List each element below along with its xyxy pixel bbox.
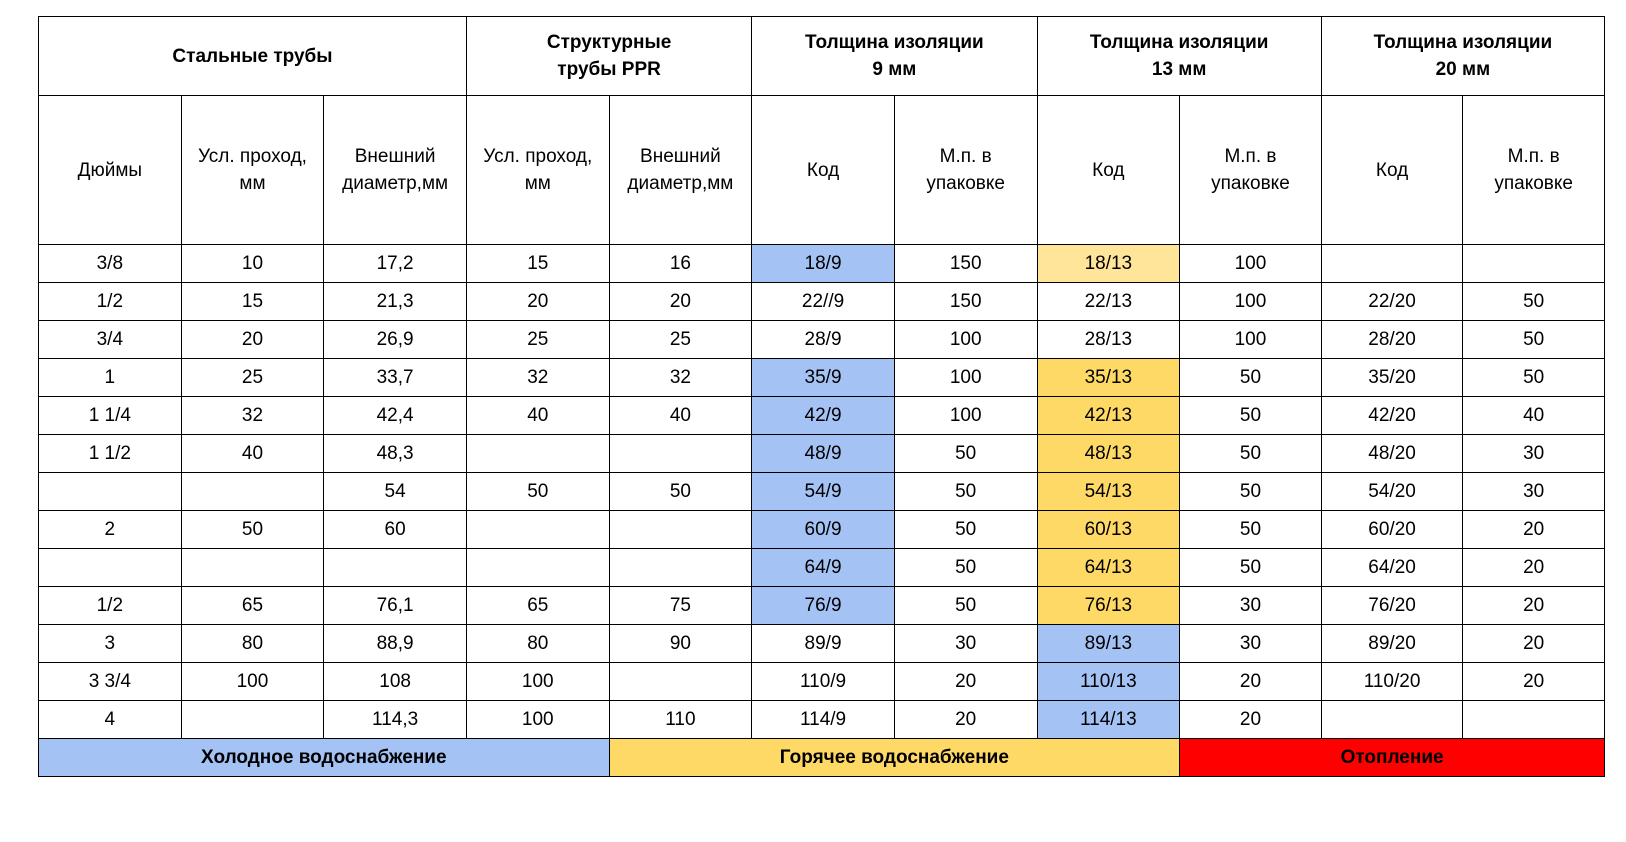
cell-meters-13mm: 50	[1180, 511, 1322, 549]
cell-inches: 2	[39, 511, 182, 549]
table-row	[39, 663, 1605, 701]
legend-row	[39, 739, 1605, 777]
cell-steel-bore: 100	[181, 663, 324, 701]
cell-meters-13mm: 30	[1180, 587, 1322, 625]
table-row	[39, 511, 1605, 549]
cell-ppr-bore	[466, 435, 609, 473]
column-header-steel-nominal-bore: Усл. проход, мм	[181, 96, 324, 245]
cell-steel-diameter: 42,4	[324, 397, 467, 435]
pipe-insulation-table-wrapper	[38, 16, 1605, 777]
cell-meters-9mm: 20	[894, 701, 1037, 739]
cell-ppr-bore	[466, 511, 609, 549]
cell-inches: 3/8	[39, 245, 182, 283]
cell-ppr-bore: 100	[466, 701, 609, 739]
legend-cold-water: Холодное водоснабжение	[39, 739, 610, 777]
group-header-row	[39, 17, 1605, 96]
cell-steel-bore: 50	[181, 511, 324, 549]
cell-code-20mm: 76/20	[1321, 587, 1463, 625]
cell-inches	[39, 473, 182, 511]
cell-code-20mm: 48/20	[1321, 435, 1463, 473]
cell-code-13mm: 18/13	[1037, 245, 1180, 283]
cell-code-13mm: 89/13	[1037, 625, 1180, 663]
cell-ppr-bore: 65	[466, 587, 609, 625]
group-header-insulation-20mm: Толщина изоляции 20 мм	[1321, 17, 1604, 96]
cell-code-9mm: 42/9	[752, 397, 895, 435]
cell-ppr-diameter: 50	[609, 473, 752, 511]
cell-meters-20mm: 40	[1463, 397, 1605, 435]
cell-steel-diameter: 76,1	[324, 587, 467, 625]
cell-meters-13mm: 50	[1180, 435, 1322, 473]
table-row	[39, 549, 1605, 587]
cell-steel-bore: 65	[181, 587, 324, 625]
column-header-ppr-outer-diameter: Внешний диаметр,мм	[609, 96, 752, 245]
cell-meters-20mm: 20	[1463, 587, 1605, 625]
cell-steel-diameter: 33,7	[324, 359, 467, 397]
cell-code-20mm: 42/20	[1321, 397, 1463, 435]
legend-heating: Отопление	[1180, 739, 1605, 777]
cell-code-9mm: 18/9	[752, 245, 895, 283]
cell-steel-diameter: 108	[324, 663, 467, 701]
column-header-code-9mm: Код	[752, 96, 895, 245]
cell-code-9mm: 89/9	[752, 625, 895, 663]
cell-inches: 3 3/4	[39, 663, 182, 701]
cell-ppr-bore	[466, 549, 609, 587]
cell-meters-9mm: 30	[894, 625, 1037, 663]
table-row	[39, 321, 1605, 359]
cell-code-20mm	[1321, 701, 1463, 739]
cell-meters-9mm: 100	[894, 321, 1037, 359]
cell-code-20mm: 54/20	[1321, 473, 1463, 511]
cell-steel-bore: 32	[181, 397, 324, 435]
cell-code-13mm: 114/13	[1037, 701, 1180, 739]
cell-code-9mm: 76/9	[752, 587, 895, 625]
cell-meters-13mm: 30	[1180, 625, 1322, 663]
cell-code-13mm: 54/13	[1037, 473, 1180, 511]
cell-ppr-diameter: 110	[609, 701, 752, 739]
cell-steel-bore: 40	[181, 435, 324, 473]
table-row	[39, 473, 1605, 511]
cell-meters-9mm: 50	[894, 587, 1037, 625]
cell-meters-13mm: 20	[1180, 663, 1322, 701]
cell-code-20mm: 64/20	[1321, 549, 1463, 587]
cell-code-9mm: 114/9	[752, 701, 895, 739]
cell-code-9mm: 35/9	[752, 359, 895, 397]
column-header-code-13mm: Код	[1037, 96, 1180, 245]
cell-inches	[39, 549, 182, 587]
column-header-steel-outer-diameter: Внешний диаметр,мм	[324, 96, 467, 245]
cell-steel-bore	[181, 473, 324, 511]
cell-ppr-diameter: 75	[609, 587, 752, 625]
cell-ppr-bore: 80	[466, 625, 609, 663]
cell-code-9mm: 48/9	[752, 435, 895, 473]
cell-steel-diameter	[324, 549, 467, 587]
cell-meters-9mm: 150	[894, 245, 1037, 283]
table-row	[39, 283, 1605, 321]
cell-meters-20mm: 50	[1463, 321, 1605, 359]
cell-code-9mm: 110/9	[752, 663, 895, 701]
cell-meters-20mm: 20	[1463, 549, 1605, 587]
cell-steel-bore: 80	[181, 625, 324, 663]
cell-code-20mm: 60/20	[1321, 511, 1463, 549]
cell-steel-bore	[181, 549, 324, 587]
cell-meters-20mm: 20	[1463, 625, 1605, 663]
cell-steel-bore: 10	[181, 245, 324, 283]
cell-ppr-bore: 32	[466, 359, 609, 397]
cell-meters-13mm: 50	[1180, 359, 1322, 397]
cell-meters-20mm: 20	[1463, 511, 1605, 549]
cell-inches: 1	[39, 359, 182, 397]
cell-meters-9mm: 150	[894, 283, 1037, 321]
cell-ppr-bore: 25	[466, 321, 609, 359]
cell-inches: 1/2	[39, 283, 182, 321]
cell-steel-diameter: 21,3	[324, 283, 467, 321]
cell-ppr-bore: 20	[466, 283, 609, 321]
cell-meters-20mm: 30	[1463, 435, 1605, 473]
cell-ppr-bore: 15	[466, 245, 609, 283]
group-header-insulation-13mm: Толщина изоляции 13 мм	[1037, 17, 1321, 96]
cell-code-13mm: 28/13	[1037, 321, 1180, 359]
table-row	[39, 245, 1605, 283]
cell-ppr-diameter	[609, 511, 752, 549]
cell-inches: 4	[39, 701, 182, 739]
cell-meters-20mm	[1463, 245, 1605, 283]
cell-ppr-diameter: 20	[609, 283, 752, 321]
cell-meters-13mm: 50	[1180, 549, 1322, 587]
cell-code-20mm: 89/20	[1321, 625, 1463, 663]
cell-code-9mm: 22//9	[752, 283, 895, 321]
cell-steel-diameter: 54	[324, 473, 467, 511]
cell-meters-13mm: 50	[1180, 473, 1322, 511]
legend-hot-water: Горячее водоснабжение	[609, 739, 1180, 777]
cell-code-9mm: 64/9	[752, 549, 895, 587]
cell-inches: 3/4	[39, 321, 182, 359]
cell-meters-13mm: 50	[1180, 397, 1322, 435]
cell-ppr-bore: 100	[466, 663, 609, 701]
cell-steel-diameter: 88,9	[324, 625, 467, 663]
cell-code-20mm: 110/20	[1321, 663, 1463, 701]
cell-code-20mm: 28/20	[1321, 321, 1463, 359]
cell-inches: 1 1/4	[39, 397, 182, 435]
cell-steel-diameter: 48,3	[324, 435, 467, 473]
cell-code-20mm	[1321, 245, 1463, 283]
cell-code-9mm: 60/9	[752, 511, 895, 549]
cell-code-13mm: 22/13	[1037, 283, 1180, 321]
cell-steel-diameter: 17,2	[324, 245, 467, 283]
column-header-meters-9mm: М.п. в упаковке	[894, 96, 1037, 245]
column-header-meters-20mm: М.п. в упаковке	[1463, 96, 1605, 245]
cell-meters-9mm: 20	[894, 663, 1037, 701]
cell-inches: 1 1/2	[39, 435, 182, 473]
cell-ppr-diameter: 16	[609, 245, 752, 283]
cell-steel-diameter: 60	[324, 511, 467, 549]
cell-meters-9mm: 50	[894, 549, 1037, 587]
cell-meters-20mm: 50	[1463, 359, 1605, 397]
cell-meters-20mm: 20	[1463, 663, 1605, 701]
cell-code-13mm: 60/13	[1037, 511, 1180, 549]
cell-ppr-diameter: 32	[609, 359, 752, 397]
cell-steel-bore: 15	[181, 283, 324, 321]
cell-code-9mm: 54/9	[752, 473, 895, 511]
cell-ppr-diameter: 40	[609, 397, 752, 435]
cell-meters-9mm: 100	[894, 359, 1037, 397]
cell-meters-9mm: 100	[894, 397, 1037, 435]
cell-code-20mm: 22/20	[1321, 283, 1463, 321]
cell-code-9mm: 28/9	[752, 321, 895, 359]
cell-meters-13mm: 100	[1180, 321, 1322, 359]
cell-code-13mm: 35/13	[1037, 359, 1180, 397]
column-header-code-20mm: Код	[1321, 96, 1463, 245]
column-header-row	[39, 96, 1605, 245]
cell-inches: 1/2	[39, 587, 182, 625]
column-header-inches: Дюймы	[39, 96, 182, 245]
cell-meters-20mm: 50	[1463, 283, 1605, 321]
cell-ppr-diameter: 25	[609, 321, 752, 359]
cell-ppr-bore: 40	[466, 397, 609, 435]
cell-steel-bore: 25	[181, 359, 324, 397]
cell-meters-9mm: 50	[894, 511, 1037, 549]
cell-code-20mm: 35/20	[1321, 359, 1463, 397]
cell-ppr-diameter	[609, 549, 752, 587]
cell-steel-bore: 20	[181, 321, 324, 359]
cell-meters-13mm: 20	[1180, 701, 1322, 739]
table-row	[39, 701, 1605, 739]
column-header-ppr-nominal-bore: Усл. проход, мм	[466, 96, 609, 245]
group-header-ppr-pipes: Структурные трубы PPR	[466, 17, 751, 96]
cell-code-13mm: 110/13	[1037, 663, 1180, 701]
table-row	[39, 587, 1605, 625]
table-row	[39, 359, 1605, 397]
cell-meters-13mm: 100	[1180, 245, 1322, 283]
cell-code-13mm: 48/13	[1037, 435, 1180, 473]
cell-meters-20mm	[1463, 701, 1605, 739]
cell-meters-9mm: 50	[894, 473, 1037, 511]
cell-meters-9mm: 50	[894, 435, 1037, 473]
cell-meters-13mm: 100	[1180, 283, 1322, 321]
group-header-insulation-9mm: Толщина изоляции 9 мм	[752, 17, 1037, 96]
cell-steel-bore	[181, 701, 324, 739]
cell-ppr-diameter	[609, 663, 752, 701]
table-row	[39, 435, 1605, 473]
cell-steel-diameter: 26,9	[324, 321, 467, 359]
column-header-meters-13mm: М.п. в упаковке	[1180, 96, 1322, 245]
cell-ppr-bore: 50	[466, 473, 609, 511]
pipe-insulation-table	[38, 16, 1605, 777]
cell-code-13mm: 42/13	[1037, 397, 1180, 435]
cell-ppr-diameter: 90	[609, 625, 752, 663]
table-row	[39, 397, 1605, 435]
cell-code-13mm: 64/13	[1037, 549, 1180, 587]
cell-code-13mm: 76/13	[1037, 587, 1180, 625]
cell-meters-20mm: 30	[1463, 473, 1605, 511]
cell-steel-diameter: 114,3	[324, 701, 467, 739]
table-row	[39, 625, 1605, 663]
cell-inches: 3	[39, 625, 182, 663]
group-header-steel-pipes: Стальные трубы	[39, 17, 467, 96]
cell-ppr-diameter	[609, 435, 752, 473]
